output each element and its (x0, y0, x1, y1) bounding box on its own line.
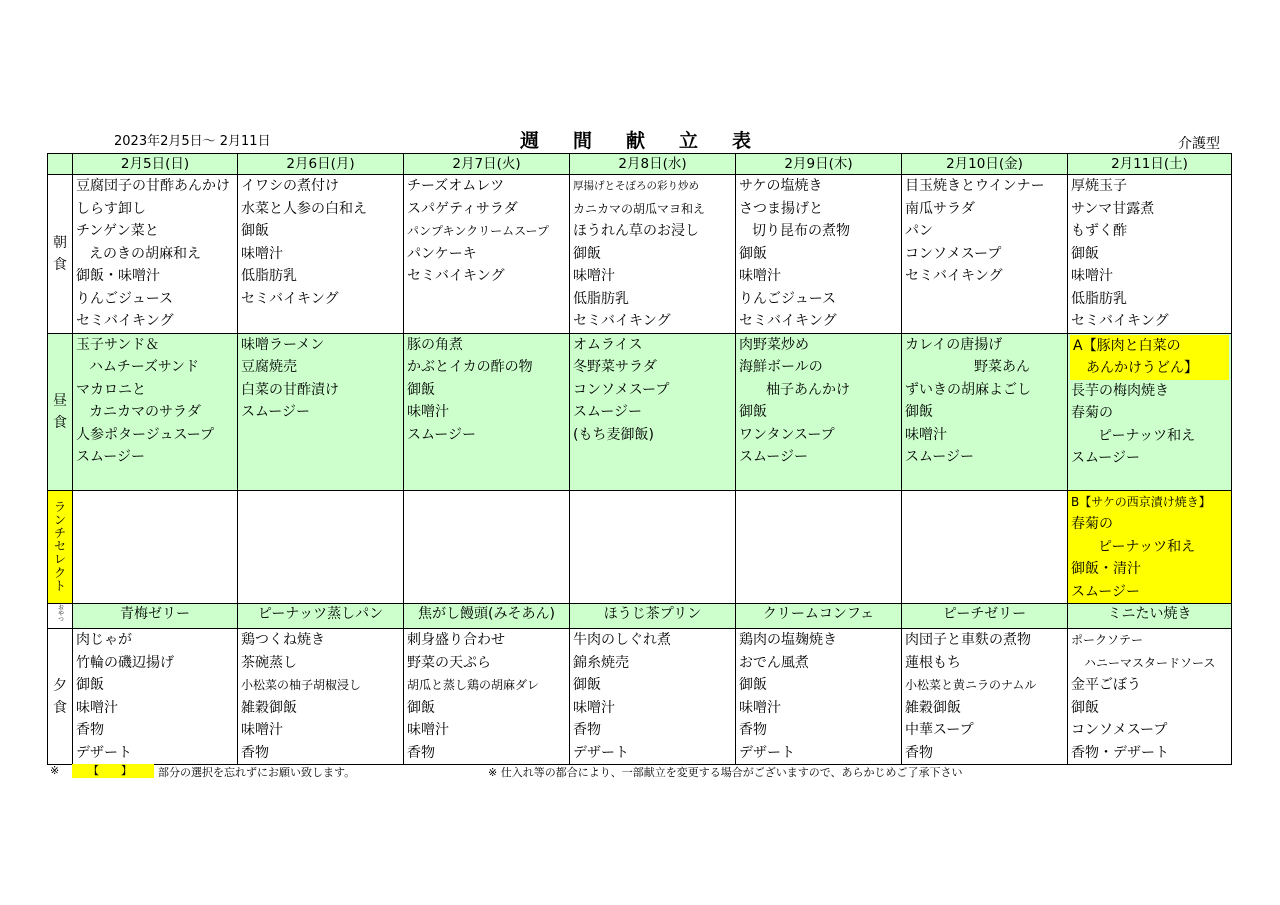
day-header: 2月10日(金) (902, 154, 1068, 175)
menu-type: 介護型 (1178, 136, 1220, 152)
snack-cell: ほうじ茶プリン (570, 604, 736, 629)
day-header: 2月6日(月) (238, 154, 404, 175)
breakfast-label: 朝 食 (48, 175, 73, 334)
day-header-row (48, 154, 1232, 175)
day-header: 2月9日(木) (736, 154, 902, 175)
footer-bracket: 【 】 (72, 764, 154, 778)
breakfast-cell: 豆腐団子の甘酢あんかけ しらす卸し チンゲン菜と えのきの胡麻和え 御飯・味噌汁 りんごジュース セミバイキング (73, 175, 238, 334)
snack-cell: クリームコンフェ (736, 604, 902, 629)
snack-cell: ピーナッツ蒸しパン (238, 604, 404, 629)
lunch-cell: オムライス 冬野菜サラダ コンソメスープ スムージー (もち麦御飯) (570, 333, 736, 490)
empty-cell (736, 490, 902, 604)
snack-cell: 青梅ゼリー (73, 604, 238, 629)
dinner-cell: 肉団子と車麩の煮物 蓮根もち 小松菜と黄ニラのナムル 雑穀御飯 中華スープ 香物 (902, 629, 1068, 765)
lunch-row (48, 333, 1232, 490)
lunch-select-b: B【サケの西京漬け焼き】 春菊の ピーナッツ和え 御飯・清汁 スムージー (1068, 490, 1232, 604)
lunch-cell: 玉子サンド＆ ハムチーズサンド マカロニと カニカマのサラダ 人参ポタージュスープ スムージー (73, 333, 238, 490)
footer-mark: ※ (50, 764, 60, 777)
footer-note-select: 部分の選択を忘れずにお願い致します。 (158, 766, 356, 779)
snack-cell: ピーチゼリー (902, 604, 1068, 629)
dinner-label: 夕 食 (48, 629, 73, 765)
page-title: 週間献立表 (520, 130, 786, 152)
breakfast-cell: 目玉焼きとウインナー 南瓜サラダ パン コンソメスープ セミバイキング (902, 175, 1068, 334)
day-header: 2月11日(土) (1068, 154, 1232, 175)
dinner-cell: 鶏つくね焼き 茶碗蒸し 小松菜の柚子胡椒浸し 雑穀御飯 味噌汁 香物 (238, 629, 404, 765)
lunch-select-a: A【豚肉と白菜の あんかけうどん】 (1070, 335, 1229, 380)
dinner-cell: 牛肉のしぐれ煮 錦糸焼売 御飯 味噌汁 香物 デザート (570, 629, 736, 765)
breakfast-cell: 厚焼玉子 サンマ甘露煮 もずく酢 御飯 味噌汁 低脂肪乳 セミバイキング (1068, 175, 1232, 334)
breakfast-row (48, 175, 1232, 334)
snack-row (48, 604, 1232, 629)
lunch-label: 昼 食 (48, 333, 73, 490)
dinner-cell: 鶏肉の塩麹焼き おでん風煮 御飯 味噌汁 香物 デザート (736, 629, 902, 765)
lunch-select-label: ラ ン チ セ レ ク ト (48, 490, 73, 604)
breakfast-cell: イワシの煮付け 水菜と人参の白和え 御飯 味噌汁 低脂肪乳 セミバイキング (238, 175, 404, 334)
empty-cell (73, 490, 238, 604)
lunch-cell: 肉野菜炒め 海鮮ボールの 柚子あんかけ 御飯 ワンタンスープ スムージー (736, 333, 902, 490)
footer-note-change: ※ 仕入れ等の都合により、一部献立を変更する場合がございますので、あらかじめご了承下さい (488, 766, 963, 779)
empty-cell (902, 490, 1068, 604)
day-header: 2月8日(水) (570, 154, 736, 175)
empty-cell (238, 490, 404, 604)
corner-cell (48, 154, 73, 175)
weekly-menu-table (47, 153, 1232, 765)
day-header: 2月7日(火) (404, 154, 570, 175)
lunch-select-row (48, 490, 1232, 604)
snack-label: おやつ (48, 604, 73, 629)
dinner-cell: 肉じゃが 竹輪の磯辺揚げ 御飯 味噌汁 香物 デザート (73, 629, 238, 765)
day-header: 2月5日(日) (73, 154, 238, 175)
dinner-cell: ポークソテー ハニーマスタードソース 金平ごぼう 御飯 コンソメスープ 香物・デザート (1068, 629, 1232, 765)
breakfast-cell: 厚揚げとそぼろの彩り炒め カニカマの胡瓜マヨ和え ほうれん草のお浸し 御飯 味噌汁 低脂肪乳 セミバイキング (570, 175, 736, 334)
lunch-cell: カレイの唐揚げ 野菜あん ずいきの胡麻よごし 御飯 味噌汁 スムージー (902, 333, 1068, 490)
empty-cell (570, 490, 736, 604)
date-range: 2023年2月5日～ 2月11日 (114, 134, 271, 149)
empty-cell (404, 490, 570, 604)
dinner-cell: 刺身盛り合わせ 野菜の天ぷら 胡瓜と蒸し鶏の胡麻ダレ 御飯 味噌汁 香物 (404, 629, 570, 765)
breakfast-cell: チーズオムレツ スパゲティサラダ パンプキンクリームスープ パンケーキ セミバイキング (404, 175, 570, 334)
breakfast-cell: サケの塩焼き さつま揚げと 切り昆布の煮物 御飯 味噌汁 りんごジュース セミバイキング (736, 175, 902, 334)
dinner-row (48, 629, 1232, 765)
lunch-cell: 豚の角煮 かぶとイカの酢の物 御飯 味噌汁 スムージー (404, 333, 570, 490)
snack-cell: ミニたい焼き (1068, 604, 1232, 629)
lunch-cell: A【豚肉と白菜の あんかけうどん】 長芋の梅肉焼き 春菊の ピーナッツ和え スムージー (1068, 333, 1232, 490)
snack-cell: 焦がし饅頭(みそあん) (404, 604, 570, 629)
lunch-cell: 味噌ラーメン 豆腐焼売 白菜の甘酢漬け スムージー (238, 333, 404, 490)
